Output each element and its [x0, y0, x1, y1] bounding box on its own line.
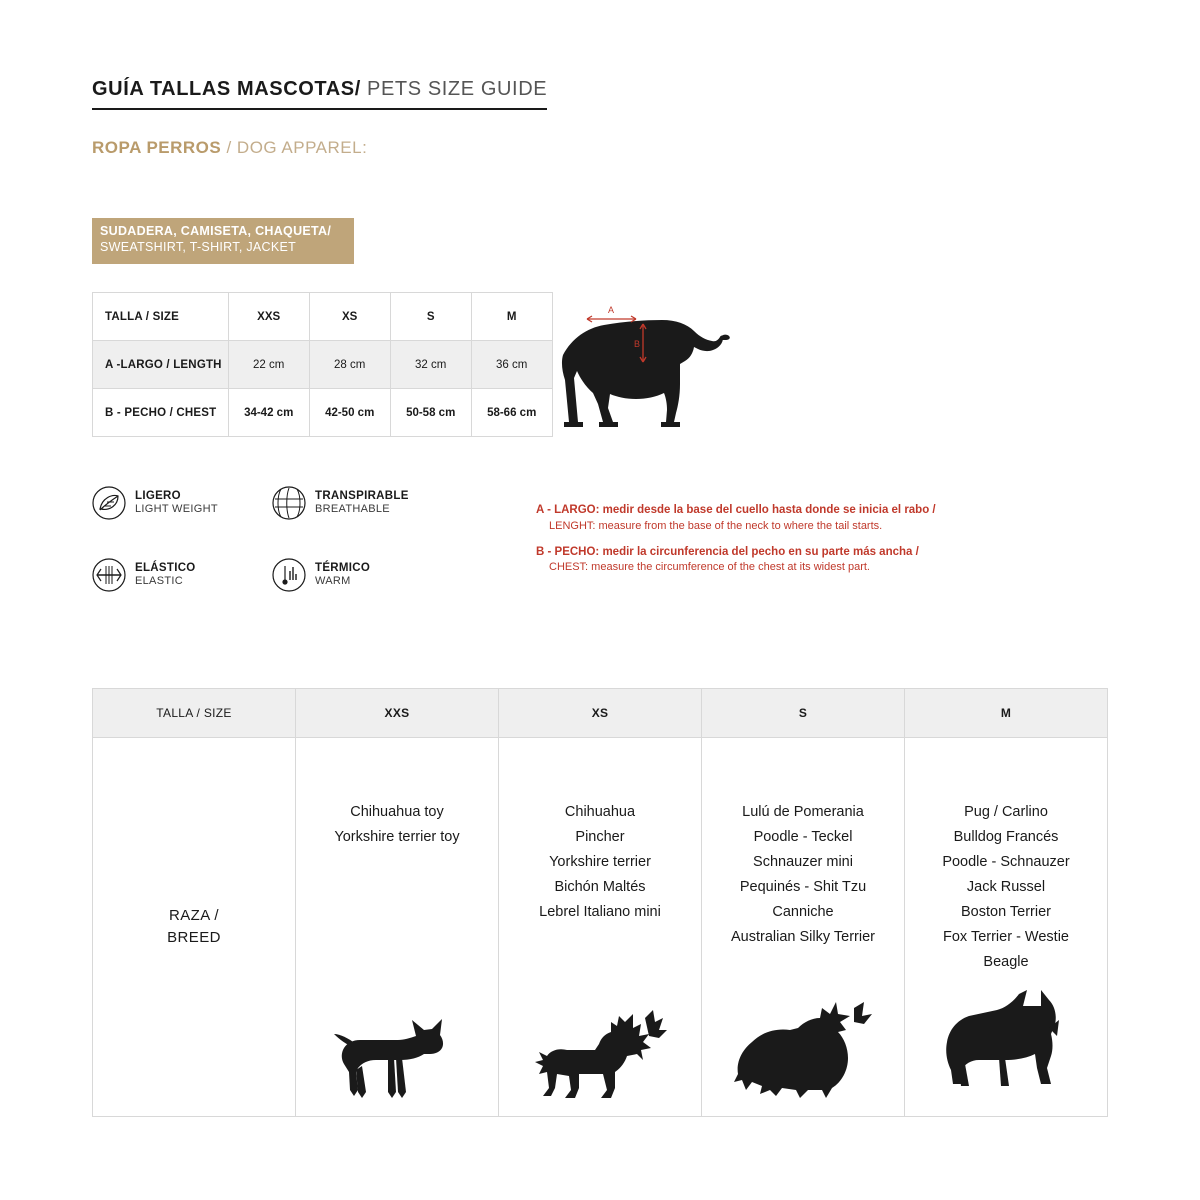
list-item: Bichón Maltés — [554, 878, 646, 895]
measurement-legend — [536, 502, 996, 585]
page-subtitle-es: ROPA PERROS — [92, 138, 222, 157]
table-row — [93, 689, 1108, 738]
table-row — [93, 341, 553, 389]
breed-table — [92, 688, 1108, 1117]
breed-list-m — [905, 800, 1107, 975]
meas-cell-0-1: 28 cm — [309, 341, 390, 389]
table-row — [93, 389, 553, 437]
list-item: Schnauzer mini — [753, 853, 853, 870]
breed-list-xxs — [296, 800, 498, 850]
list-item: Pincher — [575, 828, 625, 845]
dog-measurement-silhouette — [562, 320, 730, 427]
feature-label-breathable: TRANSPIRABLE BREATHABLE — [315, 490, 409, 516]
list-item: Poodle - Teckel — [753, 828, 853, 845]
legend-length-en: LENGHT: measure from the base of the neck to where the tail starts. — [549, 519, 883, 532]
breed-row-label-line1: RAZA / — [169, 906, 219, 924]
mesh-breathable-icon — [272, 486, 306, 520]
meas-cell-1-1: 42-50 cm — [309, 389, 390, 437]
breed-list-xs — [499, 800, 701, 925]
meas-col-header-1: XXS — [228, 293, 309, 341]
category-banner-es: SUDADERA, CAMISETA, CHAQUETA/ — [100, 224, 332, 238]
dog-measurement-diagram — [530, 300, 760, 450]
breed-col-header-0: TALLA / SIZE — [93, 689, 296, 738]
list-item: Jack Russel — [966, 878, 1046, 895]
measurement-table — [92, 292, 553, 437]
feature-label-elastic: ELÁSTICO ELASTIC — [135, 562, 196, 588]
table-row — [93, 738, 1108, 1117]
meas-cell-0-3: 36 cm — [471, 341, 552, 389]
meas-cell-0-2: 32 cm — [390, 341, 471, 389]
breed-col-header-3: S — [702, 689, 905, 738]
list-item: Australian Silky Terrier — [731, 928, 875, 945]
legend-block-length — [536, 502, 996, 535]
category-banner — [92, 218, 354, 264]
meas-cell-1-3: 58-66 cm — [471, 389, 552, 437]
breed-cell-xxs — [296, 738, 499, 1117]
breed-row-label-line2: BREED — [167, 929, 221, 946]
meas-row-label-1: B - PECHO / CHEST — [93, 389, 229, 437]
list-item: Beagle — [983, 953, 1029, 970]
list-item: Lulú de Pomerania — [742, 804, 864, 820]
leaf-icon — [92, 486, 126, 520]
chihuahua-silhouette — [296, 969, 498, 1104]
list-item: Chihuahua — [564, 804, 636, 820]
meas-cell-0-0: 22 cm — [228, 341, 309, 389]
pomeranian-silhouette — [702, 969, 904, 1104]
feature-item-breathable — [272, 486, 409, 520]
thermometer-icon — [272, 558, 306, 592]
meas-cell-1-0: 34-42 cm — [228, 389, 309, 437]
meas-col-header-0: TALLA / SIZE — [93, 293, 229, 341]
meas-col-header-4: M — [471, 293, 552, 341]
elastic-icon — [92, 558, 126, 592]
list-item: Yorkshire terrier toy — [334, 828, 460, 845]
table-row — [93, 293, 553, 341]
feature-item-warm — [272, 558, 370, 592]
list-item: Yorkshire terrier — [549, 853, 651, 870]
breed-col-header-2: XS — [499, 689, 702, 738]
legend-length-es: A - LARGO: medir desde la base del cuello hasta donde se inicia el rabo / — [536, 504, 936, 516]
feature-item-elastic — [92, 558, 196, 592]
list-item: Poodle - Schnauzer — [942, 853, 1070, 870]
page-title — [92, 78, 547, 110]
list-item: Boston Terrier — [961, 903, 1051, 920]
breed-col-header-4: M — [905, 689, 1108, 738]
feature-item-light-weight — [92, 486, 218, 520]
breed-list-s — [702, 800, 904, 950]
french-bulldog-silhouette — [905, 969, 1107, 1104]
list-item: Lebrel Italiano mini — [539, 903, 661, 920]
list-item: Bulldog Francés — [953, 828, 1059, 845]
legend-block-chest — [536, 544, 996, 577]
breed-row-label — [93, 738, 296, 1117]
category-banner-en: SWEATSHIRT, T-SHIRT, JACKET — [100, 239, 297, 254]
page-subtitle — [92, 138, 367, 158]
feature-label-warm: TÉRMICO WARM — [315, 562, 371, 588]
list-item: Canniche — [772, 903, 834, 920]
breed-cell-s — [702, 738, 905, 1117]
legend-chest-es: B - PECHO: medir la circunferencia del pecho en su parte más ancha / — [536, 545, 919, 558]
meas-row-label-0: A -LARGO / LENGTH — [93, 341, 229, 389]
breed-col-header-1: XXS — [296, 689, 499, 738]
diagram-label-b: B — [634, 339, 641, 349]
list-item: Fox Terrier - Westie — [943, 928, 1069, 945]
diagram-label-a: A — [608, 305, 615, 315]
list-item: Chihuahua toy — [350, 804, 444, 820]
meas-cell-1-2: 50-58 cm — [390, 389, 471, 437]
page-subtitle-en: / DOG APPAREL: — [221, 138, 368, 157]
page-title-es: GUÍA TALLAS MASCOTAS/ — [92, 78, 361, 100]
meas-col-header-3: S — [390, 293, 471, 341]
breed-cell-m — [905, 738, 1108, 1117]
yorkshire-terrier-silhouette — [499, 969, 701, 1104]
feature-label-light-weight: LIGERO LIGHT WEIGHT — [135, 490, 218, 516]
legend-chest-en: CHEST: measure the circumference of the chest at its widest part. — [549, 561, 870, 574]
list-item: Pug / Carlino — [964, 804, 1048, 820]
list-item: Pequinés - Shit Tzu — [739, 878, 867, 895]
page-title-en: PETS SIZE GUIDE — [360, 78, 548, 100]
breed-cell-xs — [499, 738, 702, 1117]
meas-col-header-2: XS — [309, 293, 390, 341]
